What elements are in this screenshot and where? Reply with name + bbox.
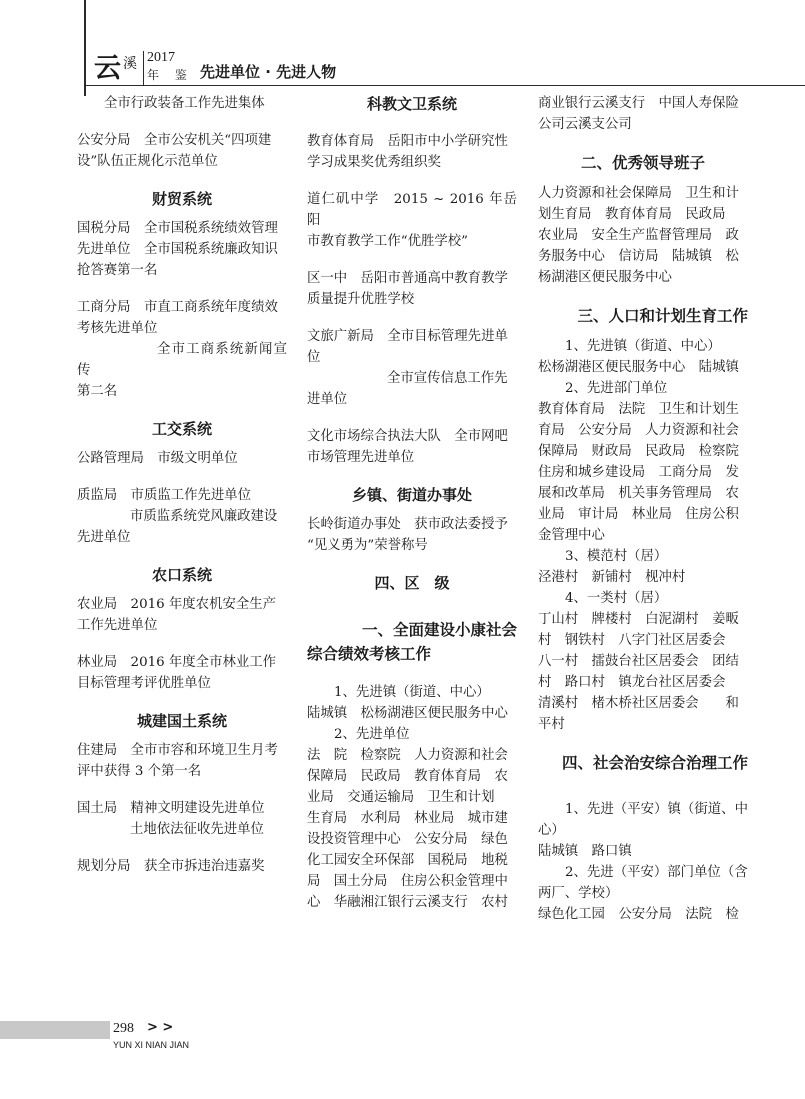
subsection-heading-er: 二、优秀领导班子 xyxy=(580,154,705,172)
text-line: 国土局 精神文明建设先进单位 xyxy=(77,801,265,816)
text-line: 2、先进部门单位 xyxy=(565,381,668,396)
text-line: 人力资源和社会保障局 卫生和计 xyxy=(538,186,739,201)
text-line: 业局 审计局 林业局 住房公积 xyxy=(538,507,739,522)
text-line: 全市行政装备工作先进集体 xyxy=(104,96,265,111)
text-line: “见义勇为”荣誉称号 xyxy=(307,538,428,553)
text-line: 住建局 全市市容和环境卫生月考 xyxy=(77,743,278,758)
text-line: 市教育教学工作“优胜学校” xyxy=(307,234,468,249)
text-line: 教育体育局 岳阳市中小学研究性 xyxy=(307,134,508,149)
text-line: 公安分局 全市公安机关“四项建 xyxy=(77,133,272,148)
text-line: 教育体育局 法院 卫生和计划生 xyxy=(538,402,739,417)
header-rule xyxy=(84,85,805,86)
text-line: 八一村 擂鼓台社区居委会 团结 xyxy=(538,654,739,669)
column-3 xyxy=(538,93,748,925)
text-line: 育局 公安分局 人力资源和社会 xyxy=(538,423,739,438)
text-line: 全市工商系统新闻宣传 xyxy=(77,342,287,378)
text-line: 工商分局 市直工商系统年度绩效 xyxy=(77,300,278,315)
text-line: 住房和城乡建设局 工商分局 发 xyxy=(538,465,739,480)
section-heading-siqu: 四、区 级 xyxy=(374,574,450,592)
text-line: 土地依法征收先进单位 xyxy=(130,822,264,837)
text-line: 市质监系统党风廉政建设 xyxy=(130,509,278,524)
text-line: 村 路口村 镇龙台社区居委会 xyxy=(538,675,726,690)
subsection-heading-yi-line1: 一、全面建设小康社会 xyxy=(361,621,517,639)
page-number: 298 xyxy=(113,1021,134,1036)
footer-bar xyxy=(0,1021,110,1039)
text-line: 务服务中心 信访局 陆城镇 松 xyxy=(538,249,739,264)
text-line: 杨湖港区便民服务中心 xyxy=(538,270,672,285)
text-line: 工作先进单位 xyxy=(77,618,158,633)
text-line: 泾港村 新铺村 枧冲村 xyxy=(538,570,686,585)
text-line: 陆城镇 松杨湖港区便民服务中心 xyxy=(307,706,508,721)
text-line: 3、模范村（居） xyxy=(565,549,668,564)
text-line: 两厂、学校） xyxy=(538,886,619,901)
text-line: 1、先进镇（街道、中心） xyxy=(334,685,490,700)
text-line: 目标管理考评优胜单位 xyxy=(77,676,211,691)
text-line: 生育局 水利局 林业局 城市建 xyxy=(307,811,508,826)
text-line: 长岭街道办事处 获市政法委授予 xyxy=(307,517,508,532)
text-line: 公路管理局 市级文明单位 xyxy=(77,451,238,466)
text-line: 先进单位 全市国税系统廉政知识 xyxy=(77,242,278,257)
text-line: 金管理中心 xyxy=(538,528,605,543)
column-1 xyxy=(77,93,287,877)
text-line: 抢答赛第一名 xyxy=(77,263,158,278)
text-line: 质量提升优胜学校 xyxy=(307,292,415,307)
text-line: 保障局 财政局 民政局 检察院 xyxy=(538,444,739,459)
text-line: 商业银行云溪支行 中国人寿保险 xyxy=(538,96,739,111)
text-line: 农业局 安全生产监督管理局 政 xyxy=(538,228,739,243)
text-line: 林业局 2016 年度全市林业工作 xyxy=(77,655,277,670)
text-line: 法 院 检察院 人力资源和社会 xyxy=(307,748,508,763)
text-line: 文旅广新局 全市目标管理先进单 xyxy=(307,329,508,344)
section-heading-xiangzhen: 乡镇、街道办事处 xyxy=(351,486,472,504)
header-xi-char: 溪 xyxy=(123,56,137,72)
text-line: 进单位 xyxy=(307,392,348,407)
text-line: 陆城镇 路口镇 xyxy=(538,844,632,859)
text-line: 先进单位 xyxy=(77,530,131,545)
header-section-title: 先进单位 · 先进人物 xyxy=(200,63,337,81)
header-vertical-rule xyxy=(84,0,86,96)
text-line: 农业局 2016 年度农机安全生产 xyxy=(77,597,277,612)
text-line: 松杨湖港区便民服务中心 陆城镇 xyxy=(538,360,739,375)
footer-subtitle: YUN XI NIAN JIAN xyxy=(113,1040,190,1050)
section-heading-gongjiao: 工交系统 xyxy=(151,420,212,438)
text-line: 全市宣传信息工作先 xyxy=(387,371,508,386)
subsection-heading-si: 四、社会治安综合治理工作 xyxy=(561,754,748,772)
text-line: 清溪村 楮木桥社区居委会 和 xyxy=(538,696,739,711)
section-heading-caimao: 财贸系统 xyxy=(151,190,212,208)
section-heading-chengjian: 城建国土系统 xyxy=(136,712,227,730)
header-yun-char: 云 xyxy=(94,53,121,84)
subsection-heading-san: 三、人口和计划生育工作 xyxy=(577,307,748,325)
text-line: 位 xyxy=(307,350,321,365)
text-line: 局 国土分局 住房公积金管理中 xyxy=(307,874,508,889)
text-line: 化工园安全环保部 国税局 地税 xyxy=(307,853,508,868)
text-line: 道仁矶中学 2015 ~ 2016 年岳阳 xyxy=(307,192,517,228)
text-line: 丁山村 牌楼村 白泥湖村 姜畈 xyxy=(538,612,739,627)
text-line: 考核先进单位 xyxy=(77,321,158,336)
column-2 xyxy=(307,93,517,913)
text-line: 划生育局 教育体育局 民政局 xyxy=(538,207,726,222)
text-line: 学习成果奖优秀组织奖 xyxy=(307,155,441,170)
subsection-heading-yi-line2: 综合绩效考核工作 xyxy=(307,645,432,663)
text-line: 规划分局 获全市拆违治违嘉奖 xyxy=(77,859,265,874)
header-year: 2017 xyxy=(147,50,175,65)
text-line: 业局 交通运输局 卫生和计划 xyxy=(307,790,495,805)
text-line: 设投资管理中心 公安分局 绿色 xyxy=(307,832,508,847)
text-line: 国税分局 全市国税系统绩效管理 xyxy=(77,221,278,236)
text-line: 心 华融湘江银行云溪支行 农村 xyxy=(307,895,508,910)
text-line: 公司云溪支公司 xyxy=(538,117,632,132)
text-line: 2、先进单位 xyxy=(334,727,410,742)
footer-arrows: > > xyxy=(147,1020,174,1035)
section-heading-nongkou: 农口系统 xyxy=(151,566,212,584)
text-line: 第二名 xyxy=(77,384,118,399)
text-line: 保障局 民政局 教育体育局 农 xyxy=(307,769,508,784)
section-heading-kejiao: 科教文卫系统 xyxy=(366,95,457,113)
header-nianjian: 年 鉴 xyxy=(147,68,193,82)
text-line: 区一中 岳阳市普通高中教育教学 xyxy=(307,271,508,286)
text-line: 2、先进（平安）部门单位（含 xyxy=(565,865,748,880)
text-line: 4、一类村（居） xyxy=(565,591,668,606)
header-separator xyxy=(143,51,144,85)
text-line: 平村 xyxy=(538,717,565,732)
text-line: 绿色化工园 公安分局 法院 检 xyxy=(538,907,739,922)
text-line: 文化市场综合执法大队 全市网吧 xyxy=(307,429,508,444)
text-line: 村 钢铁村 八字门社区居委会 xyxy=(538,633,726,648)
text-line: 1、先进（平安）镇（街道、中心） xyxy=(538,802,748,838)
text-line: 评中获得 3 个第一名 xyxy=(77,764,202,779)
text-line: 1、先进镇（街道、中心） xyxy=(565,339,721,354)
text-line: 市场管理先进单位 xyxy=(307,450,415,465)
text-line: 展和改革局 机关事务管理局 农 xyxy=(538,486,739,501)
text-line: 质监局 市质监工作先进单位 xyxy=(77,488,252,503)
text-line: 设”队伍正规化示范单位 xyxy=(77,154,218,169)
